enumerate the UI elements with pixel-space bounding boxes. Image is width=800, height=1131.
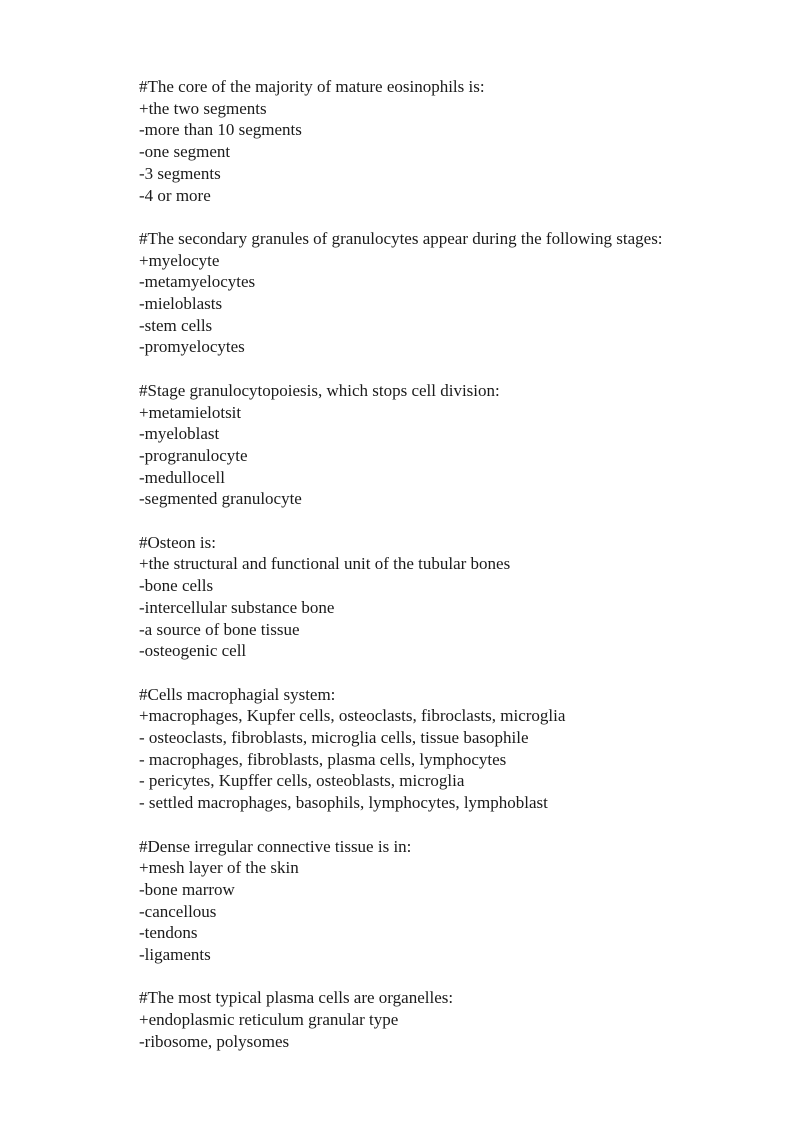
answer-option: -ligaments [139, 945, 211, 965]
answer-option: -myeloblast [139, 424, 220, 444]
answer-option: -4 or more [139, 185, 211, 205]
answer-option: -bone cells [139, 576, 214, 596]
answer-option: -one segment [139, 142, 231, 162]
question-block [139, 76, 759, 206]
question-block [139, 836, 759, 966]
question-text: #Cells macrophagial system: [139, 684, 336, 704]
answer-option: +macrophages, Kupfer cells, osteoclasts, fibroclasts, microglia [139, 706, 566, 726]
answer-option: +mesh layer of the skin [139, 858, 299, 878]
answer-option: -tendons [139, 923, 198, 943]
answer-option: -more than 10 segments [139, 120, 302, 140]
answer-option: -a source of bone tissue [139, 619, 300, 639]
answer-option: -cancellous [139, 901, 217, 921]
answer-option: - macrophages, fibroblasts, plasma cells, lymphocytes [139, 749, 507, 769]
answer-option: -mieloblasts [139, 294, 223, 314]
question-text: #The secondary granules of granulocytes appear during the following stages: [139, 228, 663, 248]
question-block [139, 228, 759, 358]
answer-option: -promyelocytes [139, 337, 245, 357]
question-text: #The core of the majority of mature eosinophils is: [139, 77, 485, 96]
answer-option: +the two segments [139, 98, 267, 118]
question-block [139, 380, 759, 510]
answer-option: +the structural and functional unit of the tubular bones [139, 554, 511, 574]
question-list [139, 76, 759, 1074]
question-text: #The most typical plasma cells are organelles: [139, 988, 454, 1008]
answer-option: -segmented granulocyte [139, 489, 302, 509]
answer-option: -metamyelocytes [139, 272, 256, 292]
answer-option: +endoplasmic reticulum granular type [139, 1010, 399, 1030]
question-text: #Osteon is: [139, 532, 216, 552]
question-text: #Stage granulocytopoiesis, which stops cell division: [139, 380, 500, 400]
answer-option: -progranulocyte [139, 445, 248, 465]
answer-option: - pericytes, Kupffer cells, osteoblasts, microglia [139, 771, 465, 791]
question-block [139, 987, 759, 1052]
answer-option: -medullocell [139, 467, 225, 487]
answer-option: -ribosome, polysomes [139, 1031, 290, 1051]
answer-option: -bone marrow [139, 879, 235, 899]
question-block [139, 684, 759, 814]
answer-option: - settled macrophages, basophils, lymphocytes, lymphoblast [139, 793, 548, 813]
answer-option: +myelocyte [139, 250, 220, 270]
answer-option: -3 segments [139, 163, 221, 183]
question-block [139, 532, 759, 662]
answer-option: - osteoclasts, fibroblasts, microglia cells, tissue basophile [139, 728, 529, 748]
answer-option: +metamielotsit [139, 402, 242, 422]
answer-option: -intercellular substance bone [139, 597, 335, 617]
answer-option: -stem cells [139, 315, 213, 335]
question-text: #Dense irregular connective tissue is in: [139, 836, 412, 856]
answer-option: -osteogenic cell [139, 641, 247, 661]
